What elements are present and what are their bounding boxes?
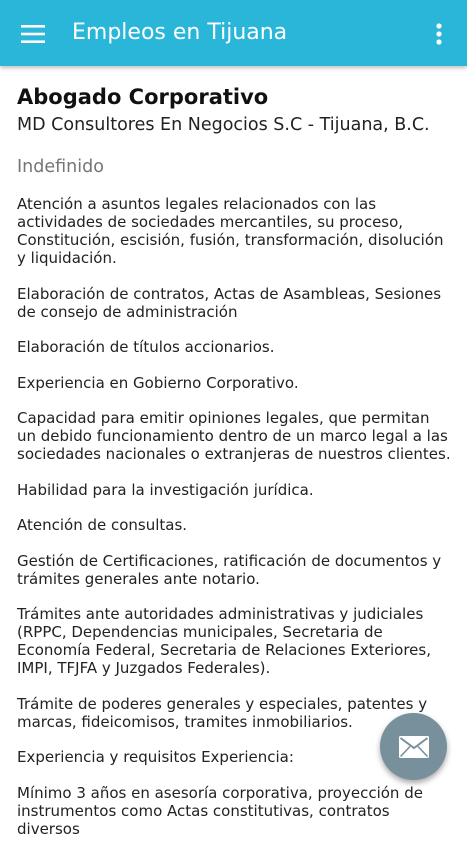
- app-title: Empleos en Tijuana: [72, 20, 288, 45]
- more-vert-icon: [436, 23, 442, 45]
- company-location: MD Consultores En Negocios S.C - Tijuana, B.C.: [17, 115, 430, 135]
- description-paragraph: Experiencia en Gobierno Corporativo.: [17, 373, 299, 392]
- description-paragraph: Habilidad para la investigación jurídica.: [17, 480, 314, 499]
- contract-type: Indefinido: [17, 157, 104, 177]
- hamburger-menu-icon: [21, 25, 45, 43]
- mail-icon: [399, 736, 429, 758]
- app-bar: [0, 0, 467, 66]
- description-paragraph: Atención a asuntos legales relacionados con las actividades de sociedades mercantiles, su proceso, Constitución, escisión, fusión, transformación, disolución y liquidación.: [17, 195, 444, 267]
- description-paragraph: Capacidad para emitir opiniones legales, que permitan un debido funcionamiento dentro de un marco legal a las sociedades nacionales o extranjeras de nuestros clientes.: [17, 409, 451, 463]
- description-paragraph: Gestión de Certificaciones, ratificación de documentos y trámites generales ante notario.: [17, 551, 442, 588]
- job-title: Abogado Corporativo: [17, 85, 269, 109]
- description-paragraph: Elaboración de títulos accionarios.: [17, 338, 275, 356]
- description-paragraph: Atención de consultas.: [17, 516, 188, 534]
- description-paragraph: Experiencia y requisitos Experiencia:: [17, 748, 294, 766]
- description-paragraph: Mínimo 3 años en asesoría corporativa, proyección de instrumentos como Actas constitutivas, contratos diversos: [17, 783, 423, 838]
- description-paragraph: Elaboración de contratos, Actas de Asambleas, Sesiones de consejo de administración: [17, 284, 442, 321]
- description-paragraph: Trámites ante autoridades administrativas y judiciales (RPPC, Dependencias municipales, Secretaria de Economía Federal, Secretaria de Relaciones Exteriores, IMPI, TFJFA y Juzgados Federales).: [17, 605, 431, 677]
- email-fab-button[interactable]: [380, 713, 447, 780]
- description-paragraph: Trámite de poderes generales y especiales, patentes y marcas, fideicomisos, tramites inmobiliarios.: [17, 694, 428, 731]
- menu-button[interactable]: [12, 14, 54, 54]
- overflow-menu-button[interactable]: [423, 14, 455, 54]
